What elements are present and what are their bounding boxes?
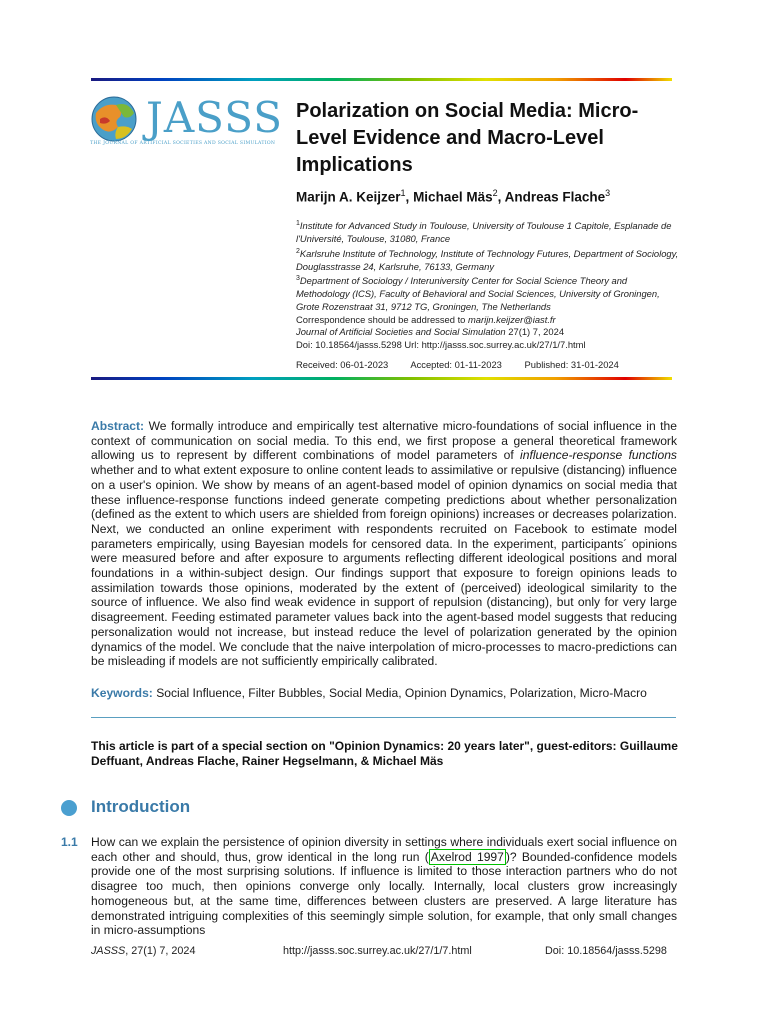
affiliation-mark: 2 [296,247,300,255]
author-name: Michael Mäs [413,189,493,205]
paragraph-text: How can we explain the persistence of opinion diversity in settings where individuals exert social influence on each other and should, thus, grow identical in the long run ( [91,835,677,864]
affiliation [296,246,681,274]
keywords-label: Keywords: [91,686,153,700]
correspondence-label: Correspondence should be addressed to [296,313,466,325]
header-rule-bottom [91,377,672,380]
abstract-label: Abstract: [91,419,145,433]
abstract-text: whether and to what extent exposure to online content leads to assimilative or repulsive (distancing) influence on a user's opinion. We show by means of an agent-based model of opinion dynamics on social media that these influence-response functions indeed generate competing predictions about whether personalization (defined as the extent to which users are shielded from foreign opinions) increases or decreases polarization. Next, we conducted an online experiment with respondents recruited on Facebook to estimate model parameters empirically, using Bayesian models for censored data. In the experiment, participants´ opinions were measured before and after exposure to arguments reflecting different ideological positions and moral foundations in a within-subject design. Our findings support that exposure to foreign opinions leads to assimilation towards those opinions, moderated by the extent of (perceived) ideological similarity to the source of influence. We also find weak evidence in support of repulsion (distancing), but only for very large disagreement. Feeding estimated parameter values back into the agent-based model suggests that reducing personalization would not increase, but instead reduce the level of polarization generated by the opinion dynamics of the model. We conclude that the naive interpolation of micro-processes to macro-predictions can be misleading if models are not sufficiently empirically calibrated. [91,463,677,669]
paper-title: Polarization on Social Media: Micro-Level Evidence and Macro-Level Implications [296,100,639,176]
paragraph-text: )? Bounded-confidence models provide one of the most surprising solutions. If influence is limited to those interaction partners who do not disagree too much, then opinions converge only locally. Internally, local clusters grow increasingly homogeneous but, at the same time, differences between clusters are preserved. A large literature has demonstrated intriguing complexities of this seemingly simple solution, for example, that only small changes in micro-assumptions [91,849,678,938]
affiliation [296,273,681,314]
affiliation [296,218,681,246]
abstract-text: We formally introduce and empirically test alternative micro-foundations of social influence in the context of communication on social media. To this end, we first propose a general theoretical framework allowing us to represent by different combinations of model parameters of [91,419,677,463]
footer-journal [91,945,195,957]
author-name: Marijn A. Keijzer [296,189,401,205]
keywords [91,686,677,700]
abstract-emphasis: influence-response functions [520,448,677,463]
section-bullet-icon [61,800,77,816]
abstract [91,419,677,669]
logo-text: JASSS [146,93,284,142]
published-date: Published: 31-01-2024 [524,359,619,370]
article-dates [296,359,639,370]
footer-journal-name: JASSS [91,945,126,957]
affiliations [296,218,681,327]
author-name: Andreas Flache [504,189,606,205]
footer-issue: , 27(1) 7, 2024 [125,945,196,957]
affiliation-text: Institute for Advanced Study in Toulouse, University of Toulouse 1 Capitole, Esplanade de l'Université, Toulouse, 31080, France [296,220,672,244]
footer-doi: Doi: 10.18564/jasss.5298 [545,945,667,957]
author-affil-mark: 1 [400,188,406,198]
affiliation-text: Department of Sociology / Interuniversity Center for Social Science Theory and Methodology (ICS), Faculty of Behavioral and Social Sciences, University of Groningen, Grote Rozenstraat 31, 9712 TG, Groningen, The Netherlands [296,275,660,313]
section-title: Introduction [91,797,191,816]
accepted-date: Accepted: 01-11-2023 [410,359,502,370]
special-section-note: This article is part of a special section on "Opinion Dynamics: 20 years later", guest-editors: Guillaume Deffuant, Andreas Flache, Rainer Hegselmann, & Michael Mäs [91,739,678,768]
author-affil-mark: 3 [605,188,611,198]
received-date: Received: 06-01-2023 [296,359,389,370]
jasss-logo [90,93,284,151]
correspondence-email[interactable]: marijn.keijzer@iast.fr [468,313,556,325]
header-rule-top [91,78,672,81]
author-list: Marijn A. Keijzer$^1$, Michael Mäs$^2$, Andreas Flache$^3$ [296,188,611,205]
paragraph [91,835,677,938]
separator-line [91,717,676,718]
logo-subtitle: THE JOURNAL OF ARTIFICIAL SOCIETIES AND SOCIAL SIMULATION [90,141,276,146]
author-affil-mark: 2 [492,188,498,198]
journal-issue: 27(1) 7, 2024 [508,326,565,337]
footer-url[interactable]: http://jasss.soc.surrey.ac.uk/27/1/7.html [283,945,472,957]
journal-info [296,326,681,352]
globe-icon [90,95,142,143]
affiliation-text: Karlsruhe Institute of Technology, Institute of Technology Futures, Department of Sociology, Douglasstrasse 24, Karlsruhe, 76133, Germany [296,247,679,272]
affiliation-mark: 1 [296,220,300,227]
journal-name: Journal of Artificial Societies and Social Simulation [296,326,506,337]
doi-line[interactable]: Doi: 10.18564/jasss.5298 Url: http://jasss.soc.surrey.ac.uk/27/1/7.html [296,338,586,350]
keywords-text: Social Influence, Filter Bubbles, Social Media, Opinion Dynamics, Polarization, Micro-Macro [156,686,647,700]
citation-link[interactable]: Axelrod 1997 [430,849,504,864]
correspondence [296,314,681,327]
paragraph-number: 1.1 [61,835,78,849]
affiliation-mark: 3 [296,275,300,283]
